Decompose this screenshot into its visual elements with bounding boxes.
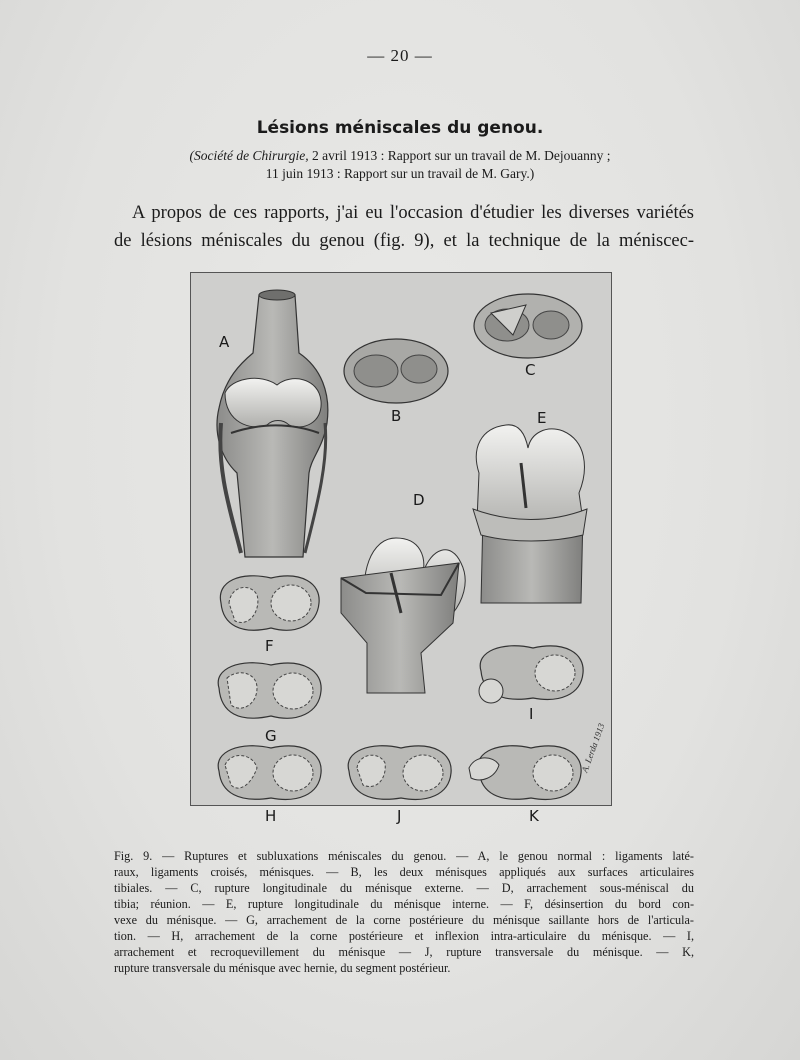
figure-label-k: K [529,807,539,825]
figure-label-j: J [397,807,402,825]
drawing-f-plateau [220,576,319,630]
figure-label-e: E [537,409,547,427]
figure-label-i: I [529,705,534,723]
figure-label-d: D [413,491,425,509]
figure-label-a: A [219,333,230,351]
figure-label-g: G [265,727,277,745]
drawing-c-meniscus [474,294,582,358]
subtitle-society: (Société de Chirurgie, [189,148,309,163]
caption-line-4: tibia; réunion. — E, rupture longitudinale du ménisque interne. — F, désinsertion du bord con- [114,897,694,911]
body-line-1: A propos de ces rapports, j'ai eu l'occasion d'étudier les diverses variétés [132,203,694,223]
drawing-a-knee [217,290,328,557]
figure-label-f: F [265,637,274,655]
caption-line-2: raux, ligaments croisés, ménisques. — B, les deux ménisques appliqués aux surfaces articulaires [114,865,694,879]
subtitle-line-2: 11 juin 1913 : Rapport sur un travail de M. Gary.) [265,166,535,181]
caption-line-3: tibiales. — C, rupture longitudinale du ménisque externe. — D, arrachement sous-méniscal du [114,881,694,895]
drawing-d-knee [341,538,465,693]
drawing-k-plateau [469,746,581,800]
figure-label-h: H [265,807,277,825]
drawing-g-plateau [218,663,321,718]
caption-line-8: rupture transversale du ménisque avec hernie, du segment postérieur. [114,961,451,975]
figure-drawing [191,273,611,825]
caption-line-1: Fig. 9. — Ruptures et subluxations méniscales du genou. — A, le genou normal : ligaments laté- [114,849,694,863]
drawing-h-plateau [218,746,321,800]
page-number: — 20 — [367,46,433,65]
caption-line-7: arrachement et recroquevillement du ménisque — J, rupture transversale du ménisque. — K, [114,945,694,959]
caption-line-6: tion. — H, arrachement de la corne postérieure et inflexion intra-articulaire du ménisque. — I, [114,929,694,943]
figure-label-c: C [525,361,536,379]
subtitle-line-1-text: 2 avril 1913 : Rapport sur un travail de M. Dejouanny ; [312,148,611,163]
figure-signature: A. Lerda 1913 [579,721,607,774]
drawing-i-plateau [479,646,583,703]
knee-illustration [190,272,612,825]
section-title: Lésions méniscales du genou. [256,118,544,138]
drawing-e-condyles [473,425,587,603]
body-line-2: de lésions méniscales du genou (fig. 9), et la technique de la méniscec- [114,231,694,251]
caption-line-5: vexe du ménisque. — G, arrachement de la corne postérieure du ménisque saillante hors de l'articula- [114,913,694,927]
drawing-b-menisci [344,339,448,403]
subtitle-line-1 [0,148,800,164]
drawing-j-plateau [348,746,451,800]
figure-label-b: B [391,407,402,425]
